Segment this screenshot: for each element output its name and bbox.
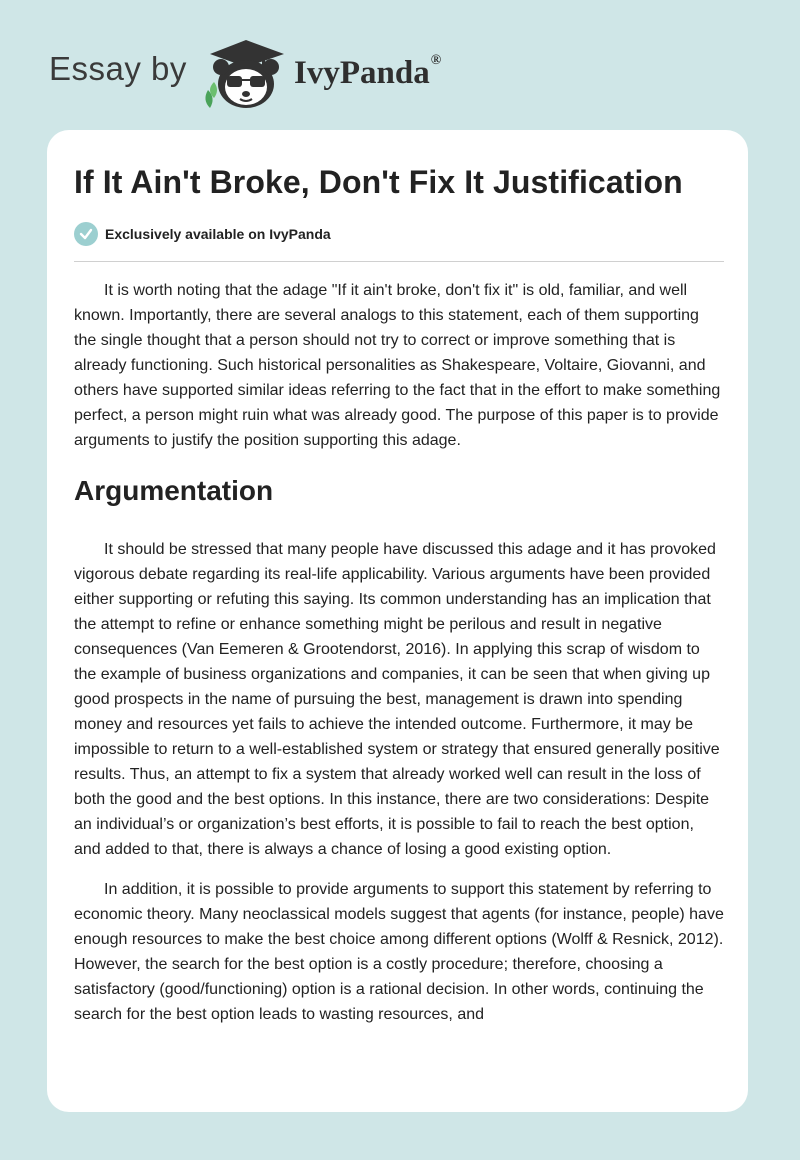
essay-by-label: Essay by: [49, 50, 187, 87]
exclusive-badge: [74, 222, 331, 246]
essay-card: [47, 130, 748, 1112]
divider: [74, 261, 724, 262]
check-icon: [74, 222, 98, 246]
exclusive-label: Exclusively available on IvyPanda: [105, 226, 331, 242]
site-header: [0, 0, 800, 120]
paragraph: It is worth noting that the adage "If it ain't broke, don't fix it" is old, familiar, and well known. Importantly, there are several analogs to this statement, each of them supporting the single thought that a person should not try to correct or improve something that is already functioning. Such historical personalities as Shakespeare, Voltaire, Giovanni, and others have supported similar ideas referring to the fact that in the effort to make something perfect, a person might ruin what was already good. The purpose of this paper is to provide arguments to justify the position supporting this adage.: [74, 282, 721, 449]
brand-name[interactable]: IvyPanda®: [294, 53, 442, 91]
essay-body: [74, 278, 724, 1042]
registered-mark: ®: [430, 53, 442, 68]
paragraph: It should be stressed that many people have discussed this adage and it has provoked vigorous debate regarding its real-life applicability. Various arguments have been provided either supporting or refuting this saying. Its common understanding has an implication that the attempt to refine or enhance something might be perilous and result in negative consequences (Van Eemeren & Grootendorst, 2016). In applying this scrap of wisdom to the example of business organizations and companies, it can be seen that when giving up good prospects in the name of pursuing the best, management is drawn into spending money and resources yet fails to achieve the intended outcome. Furthermore, it may be impossible to return to a well-established system or strategy that ensured generally positive results. Thus, an attempt to fix a system that already worked well can result in the loss of both the good and the best options. In this instance, there are two considerations: Despite an individual’s or organization’s best efforts, it is possible to fail to reach the best option, and added to that, there is always a chance of losing a good existing option.: [74, 541, 720, 858]
panda-graduate-logo-icon[interactable]: [200, 34, 290, 110]
essay-title: If It Ain't Broke, Don't Fix It Justification: [74, 164, 683, 200]
paragraph: In addition, it is possible to provide arguments to support this statement by referring to economic theory. Many neoclassical models suggest that agents (for instance, people) have enough resources to make the best choice among different options (Wolff & Resnick, 2012). However, the search for the best option is a costly procedure; therefore, choosing a satisfactory (good/functioning) option is a rational decision. In other words, continuing the search for the best option leads to wasting resources, and: [74, 881, 724, 1023]
section-heading: Argumentation: [74, 475, 274, 506]
